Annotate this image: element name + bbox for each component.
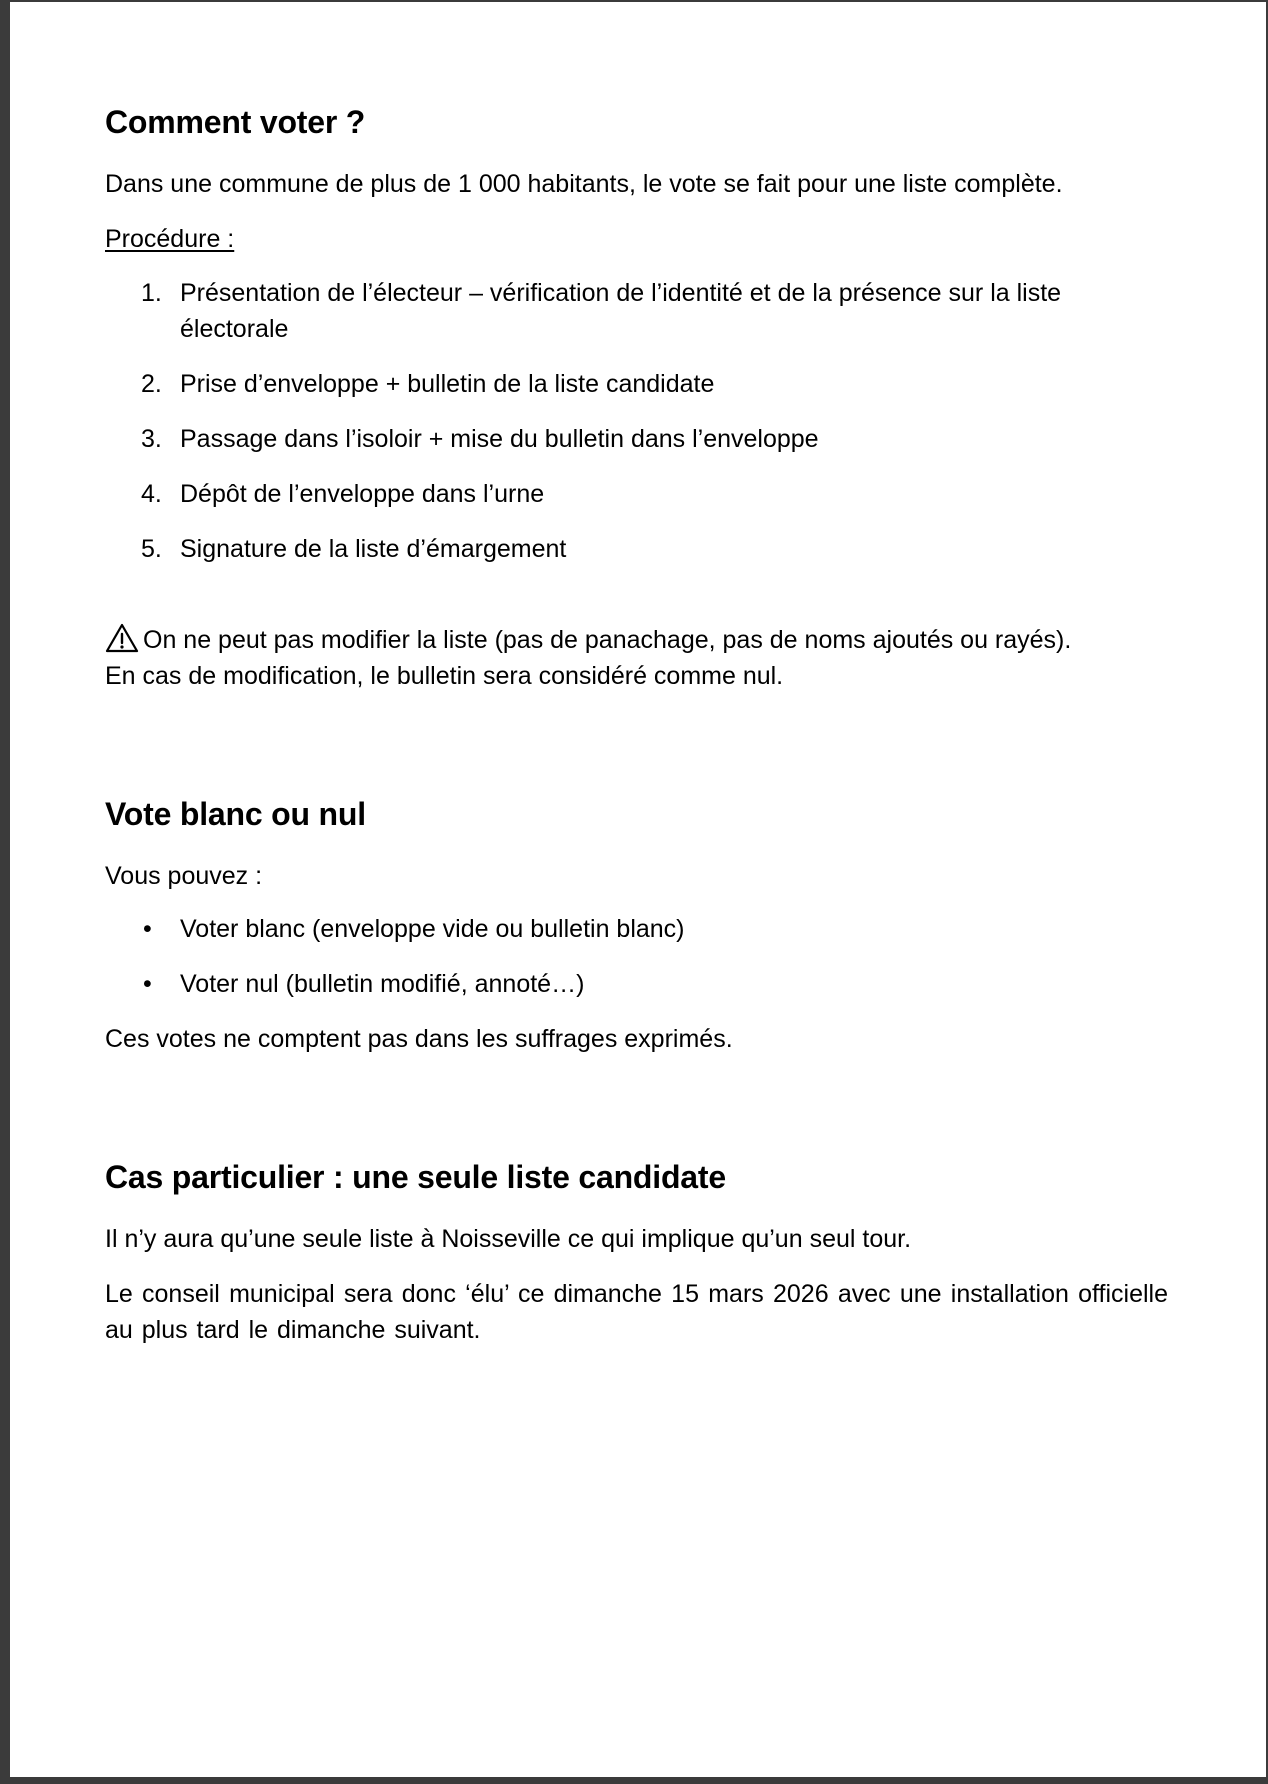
step-text: Présentation de l’électeur – vérification de l’identité et de la présence sur la liste électorale bbox=[180, 279, 1062, 343]
step-number: 1. bbox=[141, 279, 162, 307]
step-number: 3. bbox=[141, 425, 162, 453]
procedure-label: Procédure : bbox=[105, 225, 235, 253]
list-item bbox=[105, 421, 1168, 457]
warning-triangle-icon bbox=[105, 623, 139, 653]
section-title-cas-particulier: Cas particulier : une seule liste candidate bbox=[105, 1159, 726, 1195]
bullet-text: Voter nul (bulletin modifié, annoté…) bbox=[180, 970, 585, 998]
step-text: Signature de la liste d’émargement bbox=[180, 535, 567, 563]
step-number: 2. bbox=[141, 370, 162, 398]
list-item bbox=[105, 966, 1168, 1002]
document-page bbox=[10, 2, 1266, 1777]
page-content bbox=[105, 102, 1168, 1348]
list-item bbox=[105, 476, 1168, 512]
single-list-paragraph: Il n’y aura qu’une seule liste à Noisseville ce qui implique qu’un seul tour. bbox=[105, 1225, 912, 1253]
section-title-comment-voter: Comment voter ? bbox=[105, 104, 366, 140]
step-number: 4. bbox=[141, 480, 162, 508]
bullet-point: • bbox=[143, 970, 152, 998]
list-item bbox=[105, 531, 1168, 567]
bullet-text: Voter blanc (enveloppe vide ou bulletin blanc) bbox=[180, 915, 685, 943]
bullet-point: • bbox=[143, 915, 152, 943]
list-item bbox=[105, 275, 1168, 347]
procedure-steps-list bbox=[105, 275, 1168, 567]
list-item bbox=[105, 366, 1168, 402]
suffrages-note: Ces votes ne comptent pas dans les suffrages exprimés. bbox=[105, 1025, 733, 1053]
section-title-vote-blanc: Vote blanc ou nul bbox=[105, 796, 366, 832]
warning-line-2: En cas de modification, le bulletin sera considéré comme nul. bbox=[105, 662, 784, 690]
warning-line-1: On ne peut pas modifier la liste (pas de panachage, pas de noms ajoutés ou rayés). bbox=[143, 626, 1072, 654]
list-item bbox=[105, 911, 1168, 947]
step-text: Passage dans l’isoloir + mise du bulletin dans l’enveloppe bbox=[180, 425, 819, 453]
warning-paragraph bbox=[105, 622, 1168, 694]
step-text: Prise d’enveloppe + bulletin de la liste candidate bbox=[180, 370, 715, 398]
vous-pouvez-text: Vous pouvez : bbox=[105, 862, 263, 890]
council-paragraph: Le conseil municipal sera donc ‘élu’ ce dimanche 15 mars 2026 avec une installation officielle au plus tard le dimanche suivant. bbox=[105, 1280, 1168, 1344]
step-number: 5. bbox=[141, 535, 162, 563]
vote-options-list bbox=[105, 911, 1168, 1002]
intro-paragraph: Dans une commune de plus de 1 000 habitants, le vote se fait pour une liste complète. bbox=[105, 170, 1063, 198]
step-text: Dépôt de l’enveloppe dans l’urne bbox=[180, 480, 545, 508]
